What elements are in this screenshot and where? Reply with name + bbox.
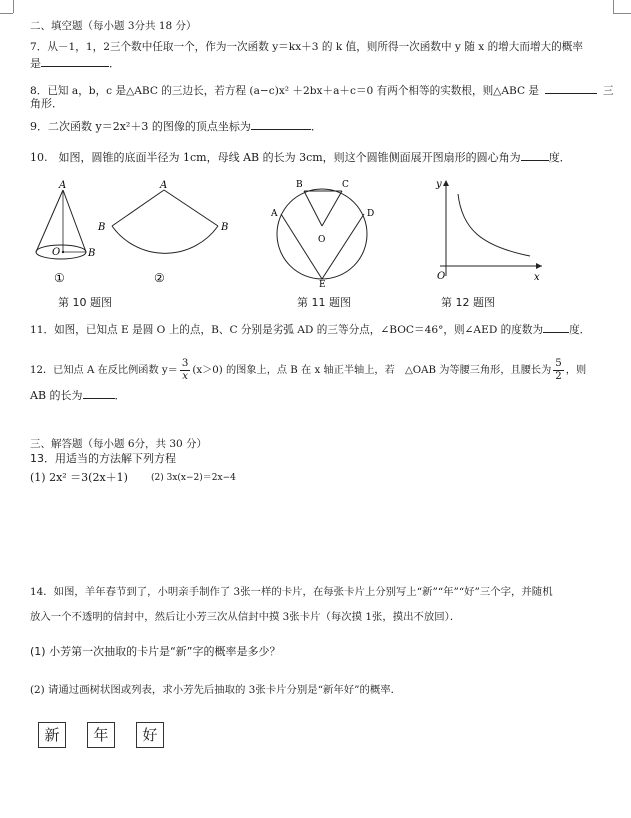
q14-line1: 14．如图，羊年春节到了，小明亲手制作了 3张一样的卡片，在每张卡片上分别写上“新”“年”“好”三个字，并随机: [30, 586, 553, 598]
fig11-label-b: B: [296, 180, 303, 190]
q12-part3: ，则: [565, 365, 587, 376]
q10-line: [30, 149, 571, 165]
fig11-label-a: A: [271, 209, 278, 219]
q14-sub2: (2) 请通过画树状图或列表，求小芳先后抽取的 3张卡片分别是“新年好”的概率．: [30, 684, 402, 696]
q12-fraction-1: [180, 358, 190, 383]
section2-heading: 二、填空题（每小题 3分共 18 分）: [30, 20, 197, 32]
crop-mark-top-left-v: [13, 0, 14, 13]
q13-equation-2: (2) 3x(x−2)＝2x−4: [151, 473, 236, 483]
q11-answer-blank: [543, 321, 569, 333]
q12-line2-prefix: AB 的长为: [30, 389, 83, 402]
fig12-graph-diagram: [430, 176, 550, 286]
q12-answer-blank: [83, 387, 115, 399]
q12-numerator-2: 5: [555, 357, 562, 369]
q7-answer-blank: [41, 55, 109, 67]
fig12-label-x: x: [534, 272, 540, 283]
section3-heading: 三、解答题（每小题 6分，共 30 分）: [30, 438, 208, 450]
q12-part1: 12．已知点 A 在反比例函数 y＝: [30, 365, 178, 376]
card-xin: 新: [38, 722, 66, 748]
q12-line2-suffix: ．: [114, 389, 126, 402]
fig11-label-d: D: [367, 209, 375, 219]
fig11-label-c: C: [342, 180, 349, 190]
fig10-caption: 第 10 题图: [58, 296, 112, 309]
fig10-label-o: O: [52, 247, 61, 258]
q13-text: 13．用适当的方法解下列方程: [30, 452, 176, 465]
fig12-label-y: y: [436, 179, 442, 190]
q11-line: [30, 321, 590, 337]
q8-line1: [30, 82, 614, 98]
fig10-label-circle1: ①: [54, 271, 65, 285]
q14-line2: 放入一个不透明的信封中，然后让小芳三次从信封中摸 3张卡片（每次摸 1张，摸出不放回）．: [30, 611, 461, 623]
fig10-sector-label-b2: B: [221, 222, 229, 233]
fig11-label-o: O: [318, 235, 326, 245]
card-nian: 年: [87, 722, 115, 748]
q12-part2: (x＞0) 的图象上，点 B 在 x 轴正半轴上，若 △OAB 为等腰三角形，且腰长为: [192, 365, 552, 376]
crop-mark-top-right-v: [613, 0, 614, 13]
q12-denominator-2: 2: [555, 370, 562, 382]
fig11-label-e: E: [319, 280, 326, 288]
q11-suffix: 度．: [569, 324, 591, 336]
q12-line2: [30, 387, 126, 403]
q9-answer-blank: [251, 118, 311, 130]
q14-sub1: (1) 小芳第一次抽取的卡片是“新”字的概率是多少？: [30, 645, 281, 658]
q12-numerator-1: 3: [181, 357, 189, 369]
card-hao: 好: [136, 722, 164, 748]
q9-text: 9．二次函数 y＝2x²＋3 的图像的顶点坐标为: [30, 120, 251, 133]
fig12-caption: 第 12 题图: [441, 296, 495, 309]
fig11-caption: 第 11 题图: [297, 296, 351, 309]
fig10-sector-label-b1: B: [98, 222, 106, 233]
q10-answer-blank: [521, 149, 549, 161]
q8-suffix: 三: [603, 85, 614, 97]
q10-text: 10. 如图，圆锥的底面半径为 1cm，母线 AB 的长为 3cm，则这个圆锥侧面展开图扇形的圆心角为: [30, 151, 521, 164]
fig10-sector-diagram: [92, 176, 242, 286]
q8-line2: 角形．: [30, 97, 63, 110]
q7-line2-prefix: 是: [30, 57, 41, 70]
crop-mark-top-left: [0, 13, 13, 14]
fig10-label-b: B: [88, 248, 96, 259]
q12-fraction-2: [553, 358, 563, 383]
fig10-label-a: A: [59, 180, 67, 191]
fig11-circle-diagram: [268, 176, 380, 288]
q8-text: 8．已知 a，b，c 是△ABC 的三边长，若方程 (a−c)x² ＋2bx＋a＋c＝0 有两个相等的实数根，则△ABC 是: [30, 85, 540, 97]
q11-text: 11．如图，已知点 E 是圆 O 上的点，B、C 分别是劣弧 AD 的三等分点，∠BOC＝46°，则∠AED 的度数为: [30, 324, 544, 336]
crop-mark-top-right: [613, 13, 631, 14]
fig10-sector-label-a: A: [160, 180, 168, 191]
q13-equation-1: (1) 2x² ＝3(2x＋1): [30, 471, 128, 484]
q8-answer-blank: [545, 82, 597, 94]
q7-line1: 7．从－1，1，2三个数中任取一个，作为一次函数 y＝kx＋3 的 k 值，则所得一次函数中 y 随 x 的增大而增大的概率: [30, 41, 583, 53]
q12-line1: [30, 356, 586, 386]
q12-denominator-1: x: [182, 370, 188, 382]
fig12-label-o: O: [437, 271, 446, 282]
q7-line2: 是 ．: [30, 57, 120, 70]
q10-suffix: 度．: [548, 151, 571, 164]
fig10-label-circle2: ②: [154, 271, 165, 285]
q9-line: 9．二次函数 y＝2x²＋3 的图像的顶点坐标为 ．: [30, 120, 322, 133]
